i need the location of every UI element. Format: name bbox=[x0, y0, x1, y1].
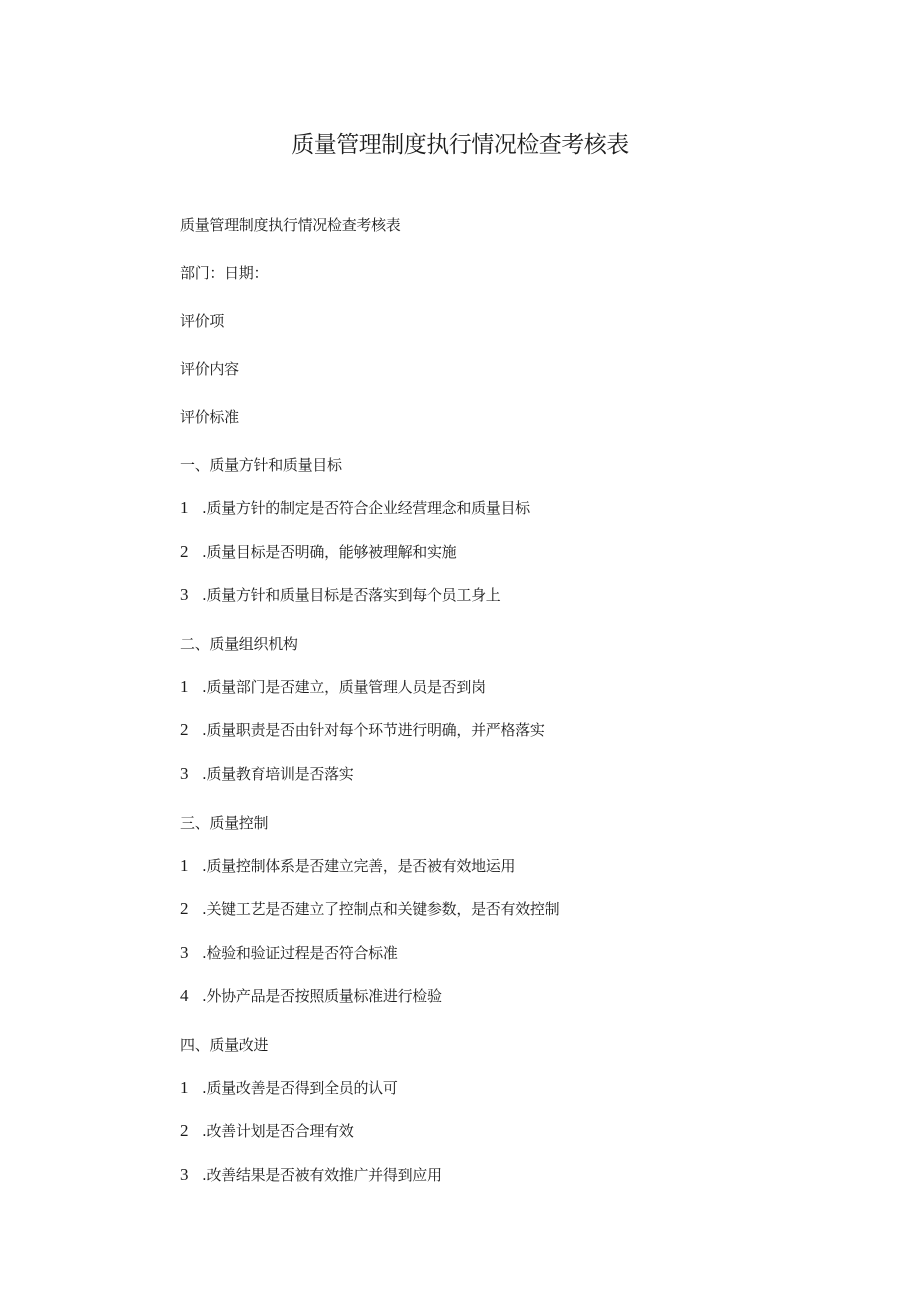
header-item-evaluation-content: 评价内容 bbox=[180, 360, 239, 378]
header-item-evaluation-item: 评价项 bbox=[180, 312, 225, 330]
header-item-evaluation-standard: 评价标准 bbox=[180, 408, 239, 426]
list-item bbox=[180, 541, 456, 563]
item-text: .关键工艺是否建立了控制点和关键参数，是否有效控制 bbox=[202, 900, 560, 918]
list-item bbox=[180, 898, 559, 920]
item-number: 3 bbox=[180, 585, 189, 604]
item-text: .质量改善是否得到全员的认可 bbox=[202, 1079, 398, 1097]
item-number: 1 bbox=[180, 677, 189, 696]
item-number: 3 bbox=[180, 1165, 189, 1184]
item-number: 1 bbox=[180, 498, 189, 517]
list-item bbox=[180, 855, 515, 877]
document-subtitle: 质量管理制度执行情况检查考核表 bbox=[180, 216, 401, 234]
item-text: .质量控制体系是否建立完善，是否被有效地运用 bbox=[202, 857, 516, 875]
list-item bbox=[180, 584, 500, 606]
item-text: .改善结果是否被有效推广并得到应用 bbox=[202, 1166, 442, 1184]
item-text: .改善计划是否合理有效 bbox=[202, 1122, 354, 1140]
item-number: 4 bbox=[180, 986, 189, 1005]
item-number: 2 bbox=[180, 1121, 189, 1140]
item-text: .外协产品是否按照质量标准进行检验 bbox=[202, 987, 442, 1005]
item-text: .质量方针的制定是否符合企业经营理念和质量目标 bbox=[202, 499, 530, 517]
item-text: .质量部门是否建立，质量管理人员是否到岗 bbox=[202, 678, 486, 696]
section-heading: 二、质量组织机构 bbox=[180, 635, 298, 653]
list-item bbox=[180, 942, 398, 964]
section-heading: 三、质量控制 bbox=[180, 814, 269, 832]
document-title: 质量管理制度执行情况检查考核表 bbox=[291, 132, 629, 158]
item-text: .质量方针和质量目标是否落实到每个员工身上 bbox=[202, 586, 501, 604]
dept-date-line: 部门：日期： bbox=[180, 264, 269, 282]
section-heading: 一、质量方针和质量目标 bbox=[180, 456, 342, 474]
list-item bbox=[180, 1164, 442, 1186]
item-number: 1 bbox=[180, 856, 189, 875]
item-number: 3 bbox=[180, 764, 189, 783]
list-item bbox=[180, 763, 353, 785]
list-item bbox=[180, 1077, 398, 1099]
item-number: 2 bbox=[180, 899, 189, 918]
section-heading: 四、质量改进 bbox=[180, 1036, 269, 1054]
item-text: .质量目标是否明确，能够被理解和实施 bbox=[202, 543, 457, 561]
list-item bbox=[180, 1120, 353, 1142]
item-number: 1 bbox=[180, 1078, 189, 1097]
item-number: 2 bbox=[180, 720, 189, 739]
list-item bbox=[180, 497, 530, 519]
item-text: .检验和验证过程是否符合标准 bbox=[202, 944, 398, 962]
item-number: 3 bbox=[180, 943, 189, 962]
list-item bbox=[180, 985, 442, 1007]
list-item bbox=[180, 676, 486, 698]
list-item bbox=[180, 719, 545, 741]
item-text: .质量职责是否由针对每个环节进行明确，并严格落实 bbox=[202, 721, 545, 739]
item-number: 2 bbox=[180, 542, 189, 561]
item-text: .质量教育培训是否落实 bbox=[202, 765, 354, 783]
